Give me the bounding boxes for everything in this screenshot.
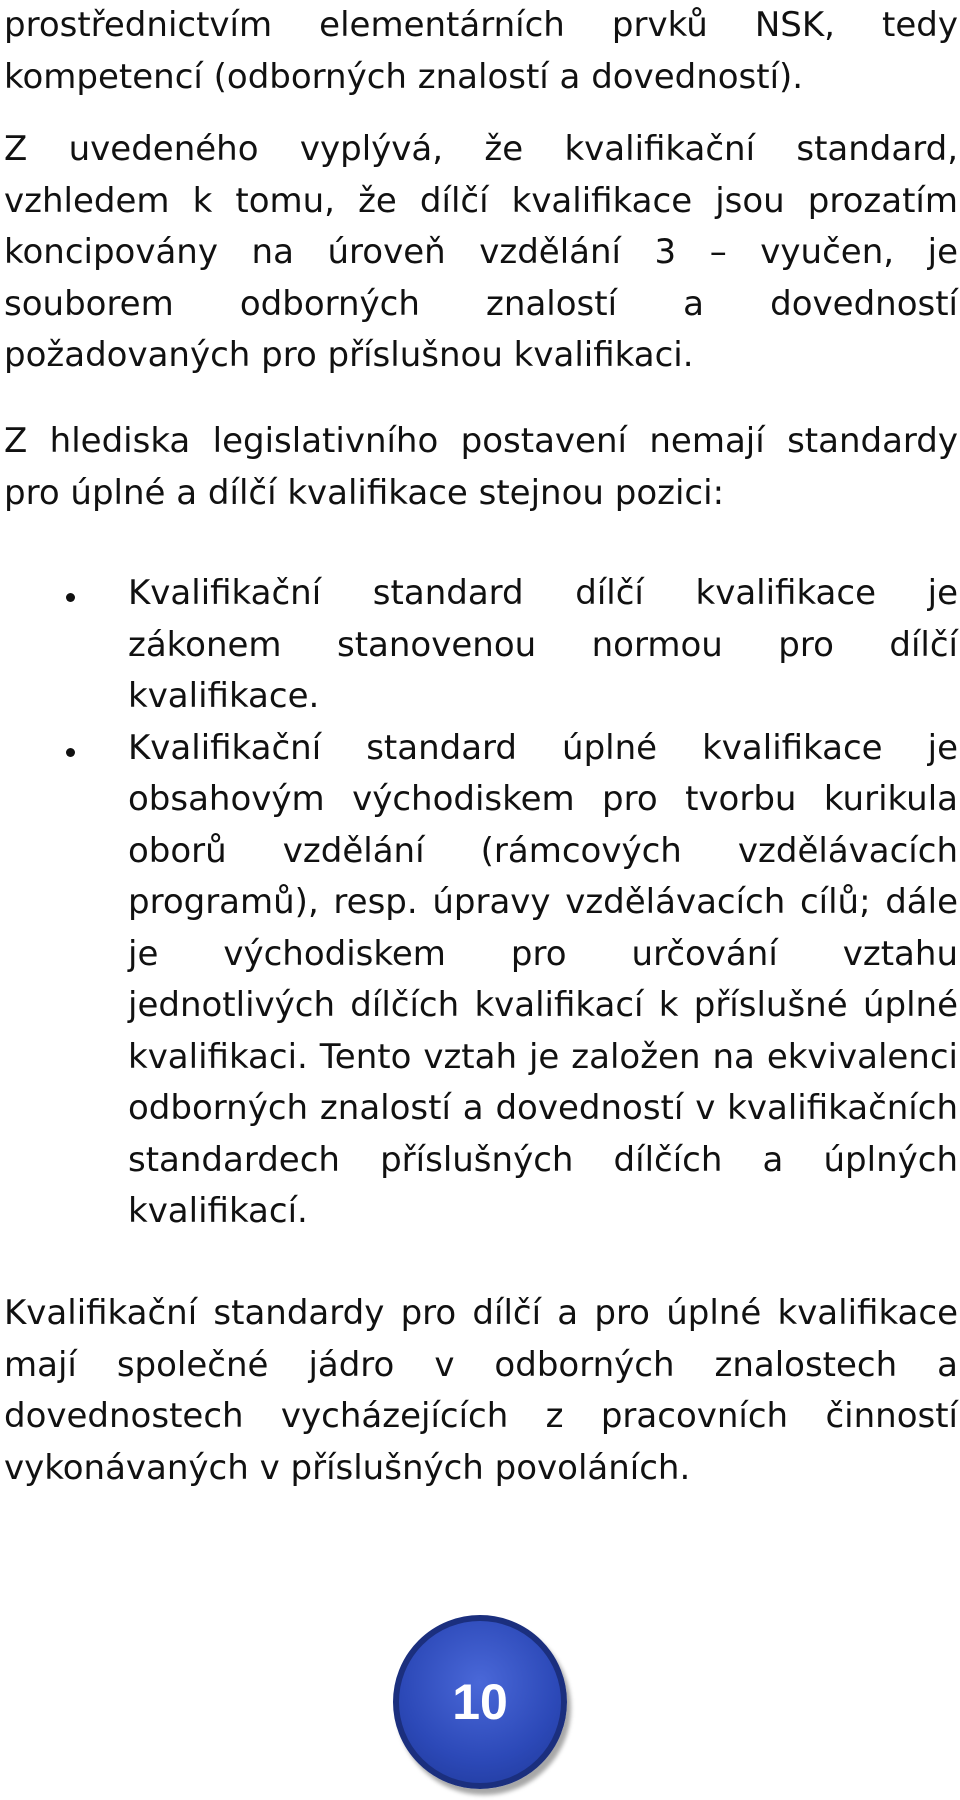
list-item: [0, 568, 958, 723]
page-number: 10: [452, 1674, 508, 1730]
bullet-icon: [66, 748, 75, 757]
list-item: [0, 723, 958, 1238]
paragraph-common-core: Kvalifikační standardy pro dílčí a pro úplné kvalifikace mají společné jádro v odborných znalostech a dovednostech vycházejících z pracovních činností vykonávaných v příslušných povoláních.: [4, 1293, 958, 1488]
paragraph-intro-continuation: prostřednictvím elementárních prvků NSK, tedy kompetencí (odborných znalostí a dovedností).: [4, 5, 958, 97]
list-item-text: Kvalifikační standard dílčí kvalifikace je zákonem stanovenou normou pro dílčí kvalifikace.: [128, 573, 958, 716]
page-number-badge: [393, 1615, 567, 1789]
bullet-list: [0, 568, 958, 1238]
paragraph-qualification-standard: Z uvedeného vyplývá, že kvalifikační standard, vzhledem k tomu, že dílčí kvalifikace jsou prozatím koncipovány na úroveň vzdělání 3 – vyučen, je souborem odborných znalostí a dovedností požadovaných pro příslušnou kvalifikaci.: [4, 129, 958, 375]
list-item-text: Kvalifikační standard úplné kvalifikace je obsahovým východiskem pro tvorbu kurikula oborů vzdělání (rámcových vzdělávacích programů), resp. úpravy vzdělávacích cílů; dále je východiskem pro určování vztahu jednotlivých dílčích kvalifikací k příslušné úplné kvalifikaci. Tento vztah je založen na ekvivalenci odborných znalostí a dovedností v kvalifikačních standardech příslušných dílčích a úplných kvalifikací.: [128, 727, 958, 1231]
paragraph-legislative-position: Z hlediska legislativního postavení nemají standardy pro úplné a dílčí kvalifikace stejnou pozici:: [4, 421, 958, 513]
bullet-icon: [66, 593, 75, 602]
